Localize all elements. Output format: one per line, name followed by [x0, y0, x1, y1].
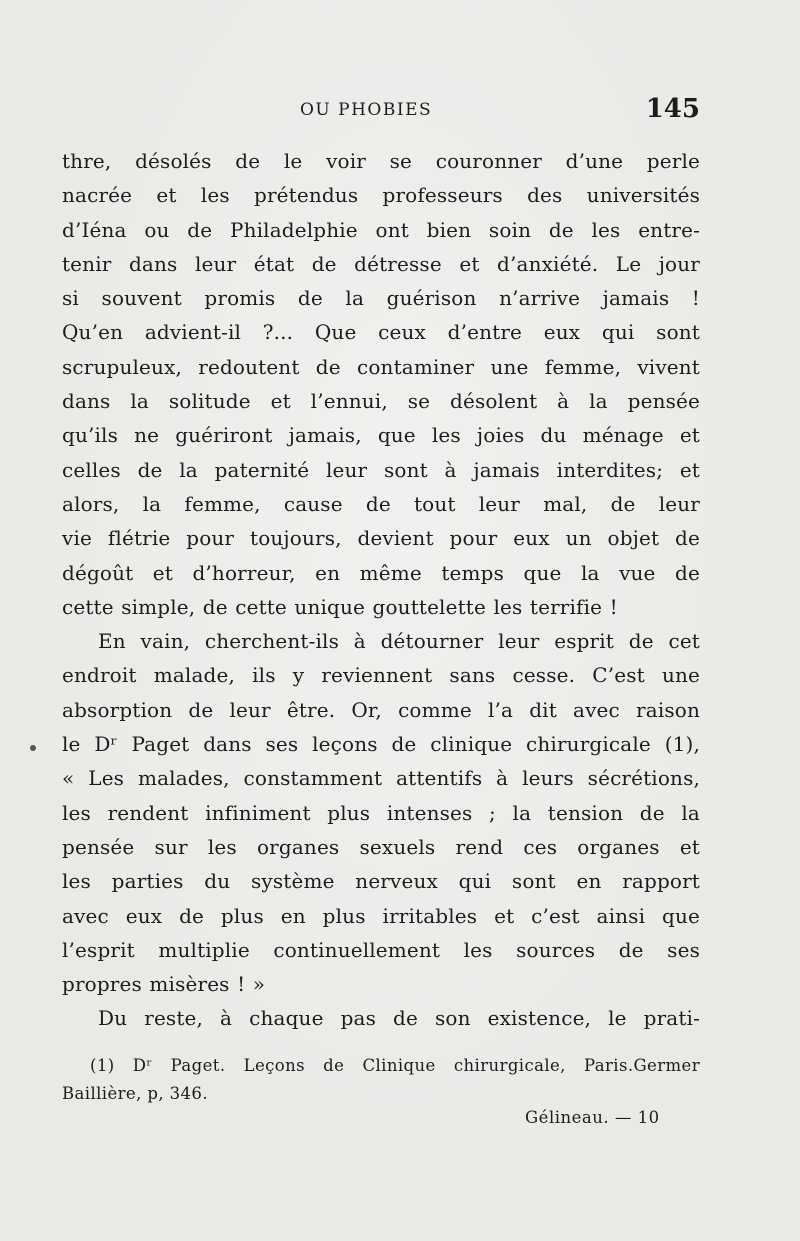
running-head	[62, 96, 700, 126]
footnote	[62, 1052, 700, 1108]
text-line: celles de la paternité leur sont à jamais interdites; et	[62, 457, 700, 482]
signature-mark: Gélineau. — 10	[525, 1108, 660, 1127]
text-line: le Dʳ Paget dans ses leçons de clinique chirurgicale (1),	[62, 732, 700, 757]
running-head-title: OU PHOBIES	[300, 100, 433, 120]
text-line: nacrée et les prétendus professeurs des universités	[62, 183, 700, 208]
text-line: thre, désolés de le voir se couronner d’une perle	[62, 149, 700, 173]
text-line: vie flétrie pour toujours, devient pour eux un objet de	[62, 526, 700, 551]
text-line: scrupuleux, redoutent de contaminer une femme, vivent	[62, 354, 700, 379]
text-line: absorption de leur être. Or, comme l’a dit avec raison	[62, 697, 700, 722]
text-line: tenir dans leur état de détresse et d’anxiété. Le jour	[62, 251, 700, 276]
text-line: dégoût et d’horreur, en même temps que la vue de	[62, 560, 700, 585]
text-line: cette simple, de cette unique gouttelette les terrifie !	[62, 594, 618, 619]
text-line: Qu’en advient-il ?... Que ceux d’entre eux qui sont	[62, 320, 700, 345]
text-line: les rendent infiniment plus intenses ; la tension de la	[62, 800, 700, 825]
text-line: Du reste, à chaque pas de son existence, le prati-	[98, 1006, 700, 1031]
text-line: endroit malade, ils y reviennent sans cesse. C’est une	[62, 663, 700, 688]
body-text	[62, 144, 700, 1036]
footnote-line: (1) Dʳ Paget. Leçons de Clinique chirurgicale, Paris.Germer	[90, 1056, 700, 1075]
text-line: qu’ils ne guériront jamais, que les joies du ménage et	[62, 423, 700, 448]
text-line: « Les malades, constamment attentifs à leurs sécrétions,	[62, 766, 700, 791]
text-line: d’Iéna ou de Philadelphie ont bien soin de les entre-	[62, 217, 700, 242]
text-line: avec eux de plus en plus irritables et c’est ainsi que	[62, 903, 700, 928]
ink-speck	[30, 745, 36, 751]
footnote-line: Baillière, p, 346.	[62, 1084, 208, 1103]
page-number: 145	[645, 94, 700, 124]
text-line: les parties du système nerveux qui sont en rapport	[62, 869, 700, 894]
text-line: si souvent promis de la guérison n’arrive jamais !	[62, 286, 700, 311]
text-line: pensée sur les organes sexuels rend ces organes et	[62, 834, 700, 859]
text-line: l’esprit multiplie continuellement les sources de ses	[62, 937, 700, 962]
text-line: propres misères ! »	[62, 972, 266, 997]
text-line: alors, la femme, cause de tout leur mal, de leur	[62, 491, 700, 516]
text-line: dans la solitude et l’ennui, se désolent à la pensée	[62, 389, 700, 414]
text-line: En vain, cherchent-ils à détourner leur esprit de cet	[98, 629, 700, 654]
